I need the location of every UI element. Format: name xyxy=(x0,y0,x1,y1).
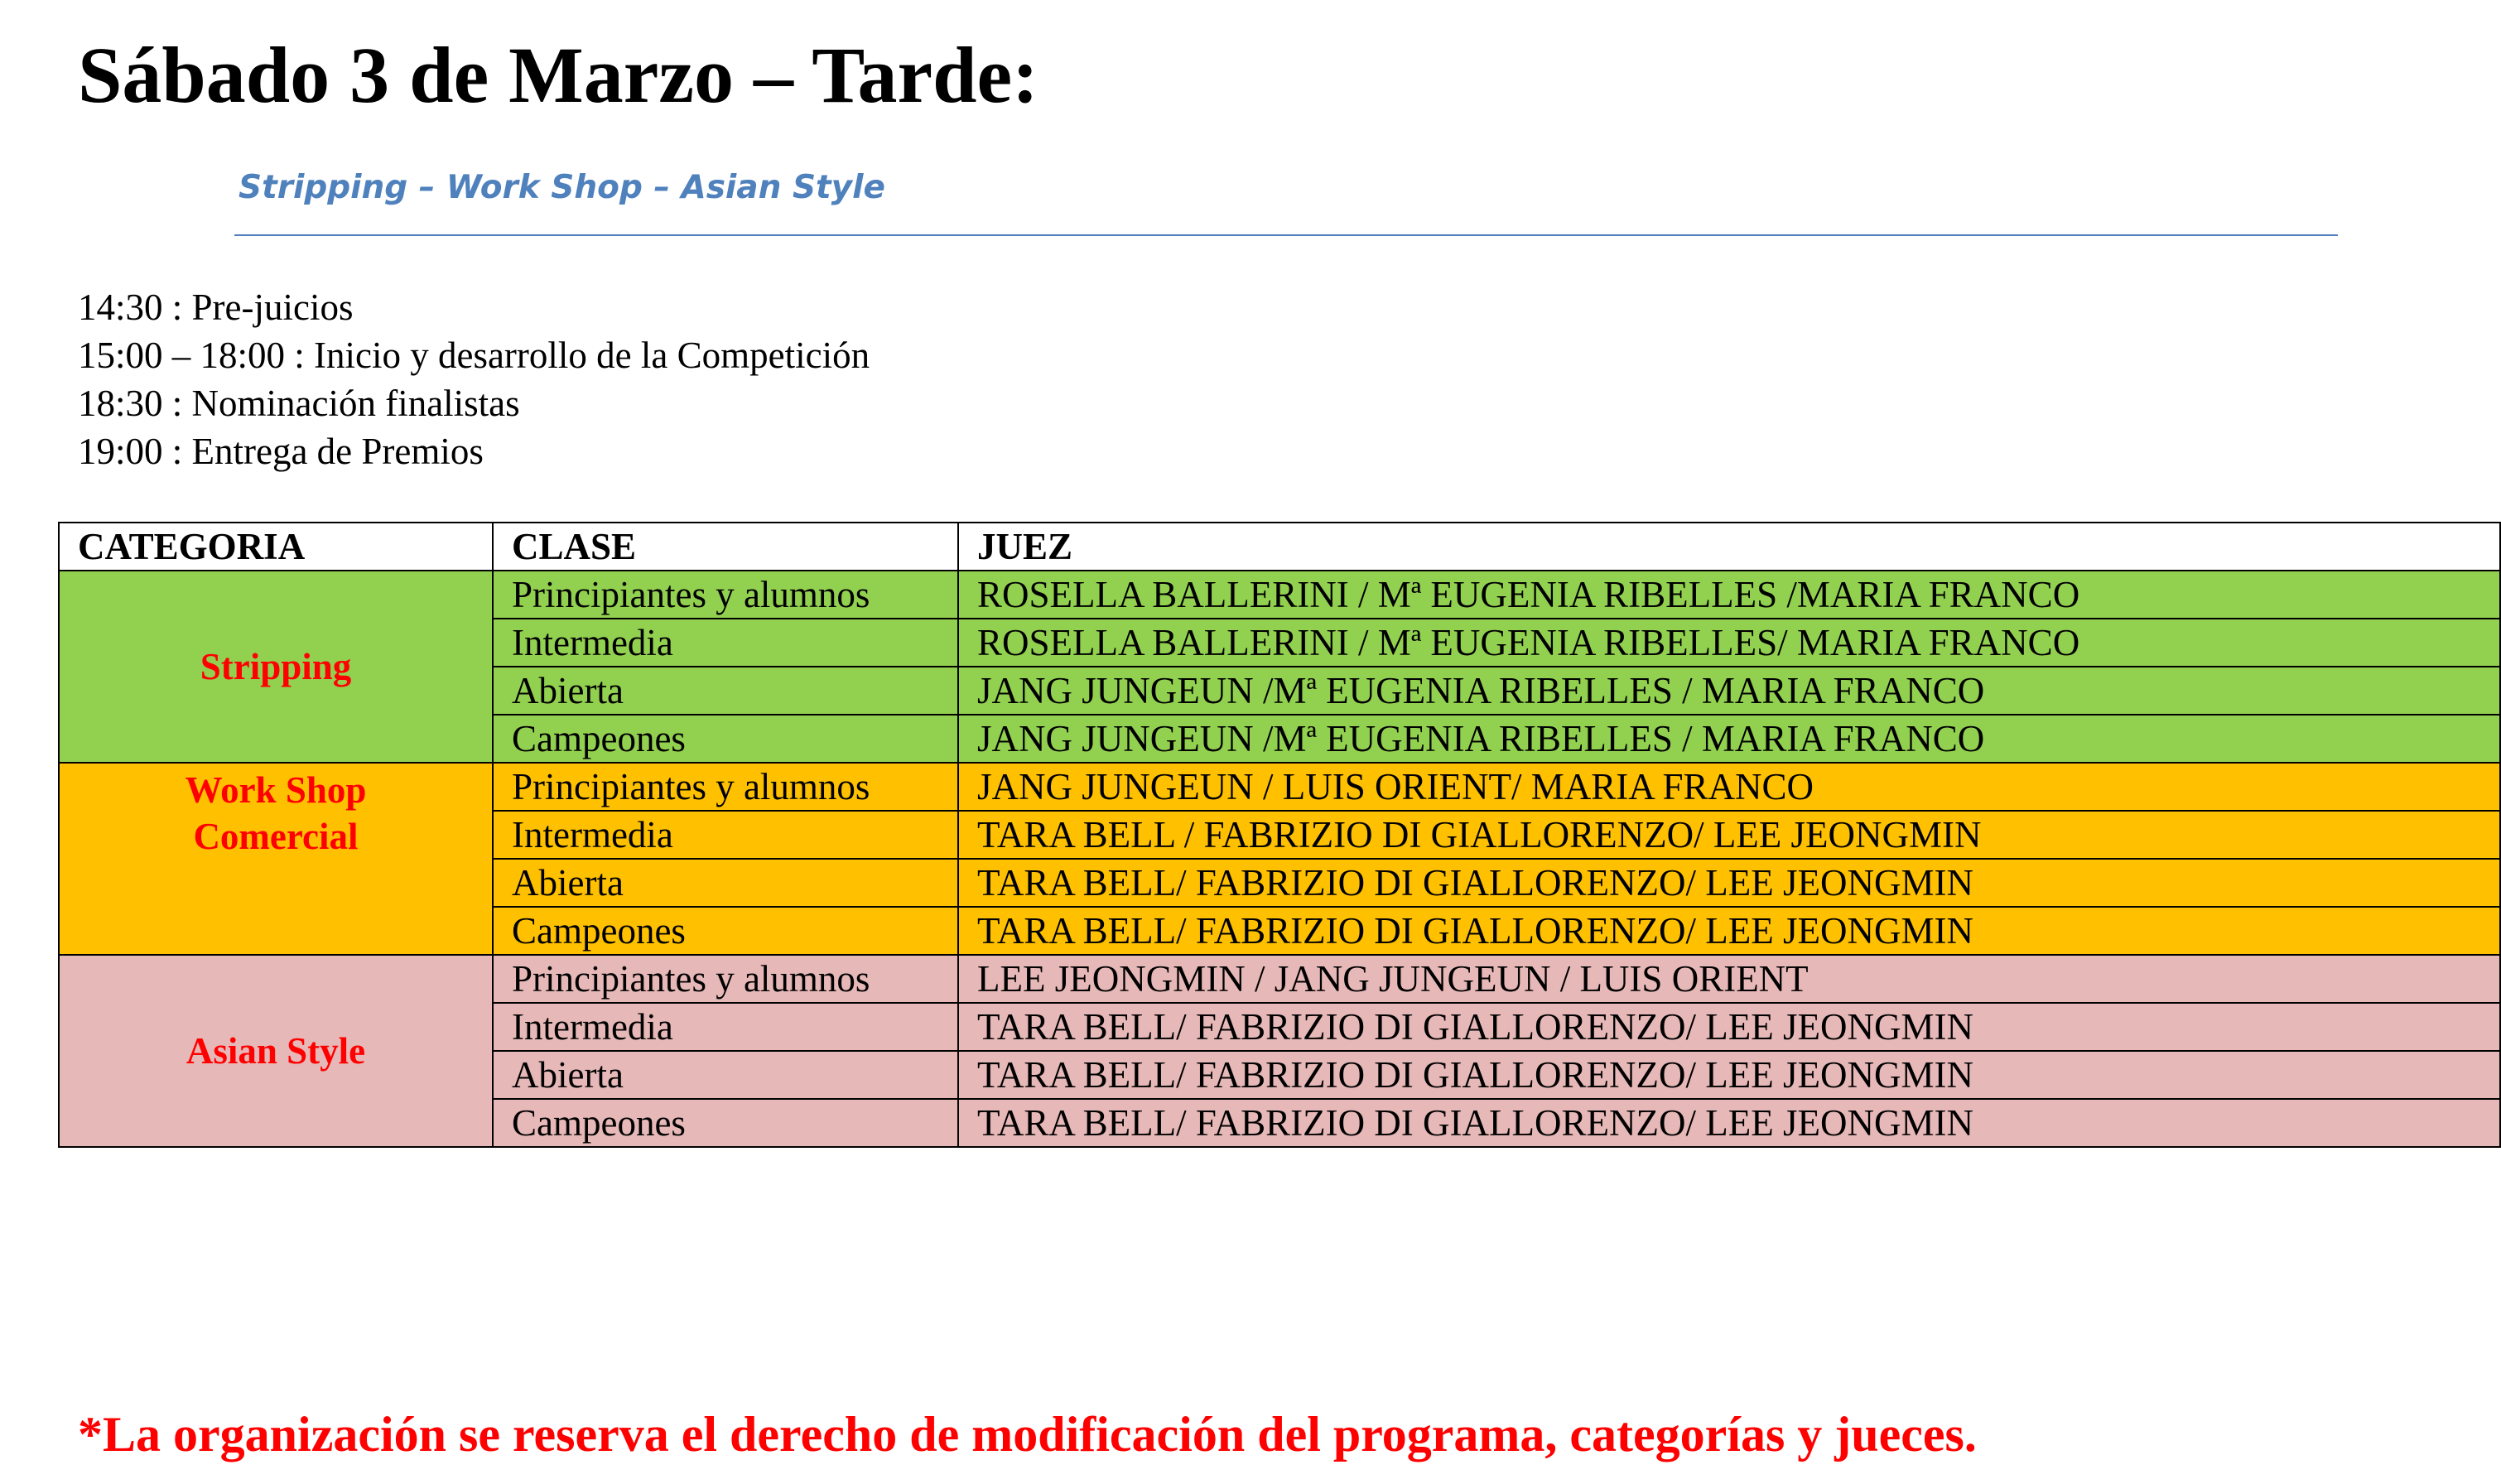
clase-cell: Principiantes y alumnos xyxy=(493,955,958,1003)
juez-cell: LEE JEONGMIN / JANG JUNGEUN / LUIS ORIENT xyxy=(958,955,2500,1003)
subtitle-divider xyxy=(234,234,2338,236)
juez-cell: TARA BELL / FABRIZIO DI GIALLORENZO/ LEE JEONGMIN xyxy=(958,811,2500,859)
clase-cell: Abierta xyxy=(493,667,958,715)
juez-cell: JANG JUNGEUN /Mª EUGENIA RIBELLES / MARIA FRANCO xyxy=(958,667,2500,715)
category-label: Work Shop xyxy=(185,769,367,811)
table-header-row xyxy=(59,523,2500,571)
subtitle: Stripping – Work Shop – Asian Style xyxy=(239,169,885,206)
schedule-list xyxy=(78,283,870,475)
clase-cell: Intermedia xyxy=(493,619,958,667)
category-cell-stripping xyxy=(59,571,493,763)
table-row xyxy=(59,571,2500,619)
juez-cell: TARA BELL/ FABRIZIO DI GIALLORENZO/ LEE JEONGMIN xyxy=(958,1051,2500,1099)
table-row xyxy=(59,955,2500,1003)
juez-cell: TARA BELL/ FABRIZIO DI GIALLORENZO/ LEE JEONGMIN xyxy=(958,1003,2500,1051)
juez-cell: JANG JUNGEUN /Mª EUGENIA RIBELLES / MARIA FRANCO xyxy=(958,715,2500,763)
clase-cell: Intermedia xyxy=(493,1003,958,1051)
clase-cell: Intermedia xyxy=(493,811,958,859)
category-label: Comercial xyxy=(193,816,359,857)
header-clase: CLASE xyxy=(493,523,958,571)
category-label: Asian Style xyxy=(186,1030,366,1072)
category-cell-asian-style xyxy=(59,955,493,1147)
schedule-item: 14:30 : Pre-juicios xyxy=(78,287,354,328)
clase-cell: Abierta xyxy=(493,859,958,907)
schedule-item: 15:00 – 18:00 : Inicio y desarrollo de la Competición xyxy=(78,335,870,376)
clase-cell: Campeones xyxy=(493,907,958,955)
clase-cell: Principiantes y alumnos xyxy=(493,571,958,619)
juez-cell: ROSELLA BALLERINI / Mª EUGENIA RIBELLES /MARIA FRANCO xyxy=(958,571,2500,619)
clase-cell: Campeones xyxy=(493,1099,958,1147)
table-row xyxy=(59,763,2500,811)
clase-cell: Principiantes y alumnos xyxy=(493,763,958,811)
juez-cell: TARA BELL/ FABRIZIO DI GIALLORENZO/ LEE JEONGMIN xyxy=(958,1099,2500,1147)
page-title: Sábado 3 de Marzo – Tarde: xyxy=(78,31,1039,119)
juez-cell: TARA BELL/ FABRIZIO DI GIALLORENZO/ LEE JEONGMIN xyxy=(958,907,2500,955)
header-categoria: CATEGORIA xyxy=(59,523,493,571)
juez-cell: ROSELLA BALLERINI / Mª EUGENIA RIBELLES/ MARIA FRANCO xyxy=(958,619,2500,667)
disclaimer-note: *La organización se reserva el derecho de modificación del programa, categorías y jueces. xyxy=(78,1407,1977,1462)
category-cell-workshop xyxy=(59,763,493,955)
schedule-item: 18:30 : Nominación finalistas xyxy=(78,383,520,424)
category-label: Stripping xyxy=(200,646,352,687)
schedule-item: 19:00 : Entrega de Premios xyxy=(78,431,484,472)
juez-cell: TARA BELL/ FABRIZIO DI GIALLORENZO/ LEE JEONGMIN xyxy=(958,859,2500,907)
juez-cell: JANG JUNGEUN / LUIS ORIENT/ MARIA FRANCO xyxy=(958,763,2500,811)
header-juez: JUEZ xyxy=(958,523,2500,571)
clase-cell: Campeones xyxy=(493,715,958,763)
program-table xyxy=(58,522,2501,1148)
clase-cell: Abierta xyxy=(493,1051,958,1099)
